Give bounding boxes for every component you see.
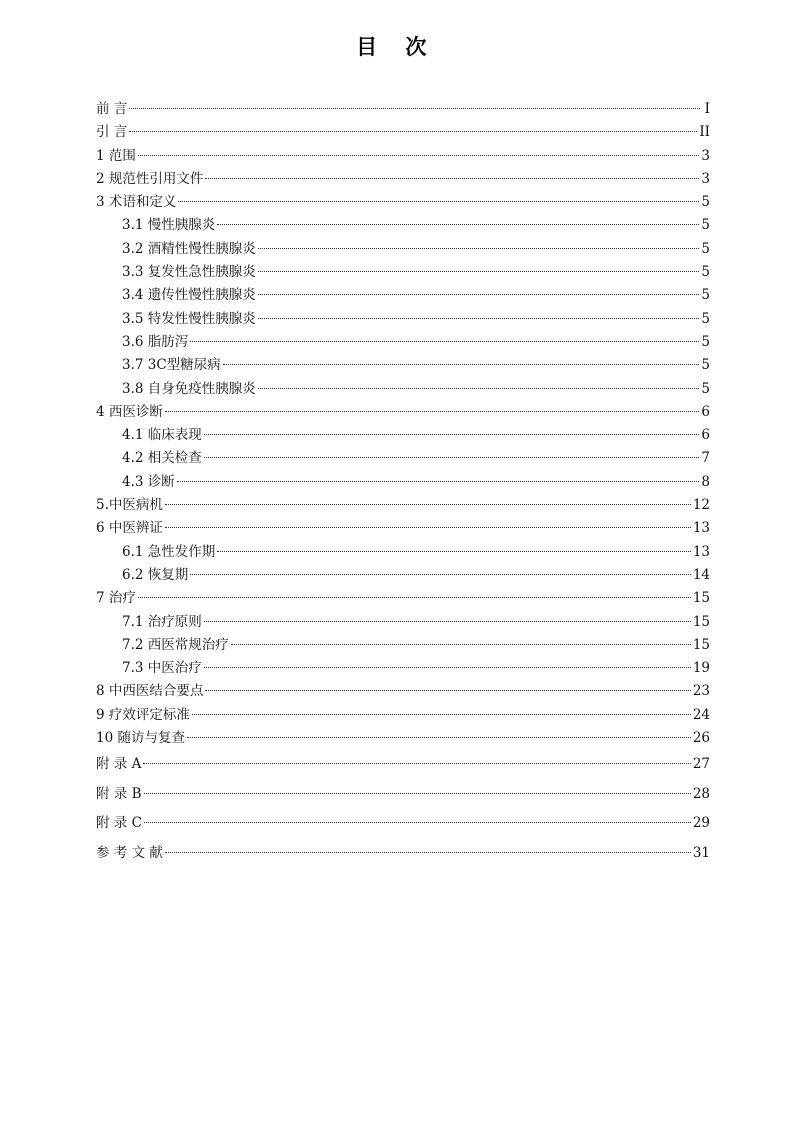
toc-entry-label: 3.3 复发性急性胰腺炎 [122,264,256,281]
toc-leader-dots [129,131,697,132]
toc-entry[interactable] [96,284,710,307]
toc-entry[interactable] [96,308,710,331]
toc-entry[interactable] [96,634,710,657]
toc-entry-label: 8 中西医结合要点 [96,683,204,700]
toc-entry-page: 5 [701,240,710,257]
table-of-contents [96,98,710,868]
toc-entry-label: 4 西医诊断 [96,403,163,420]
toc-entry-page: 26 [692,730,710,747]
toc-entry-label: 附 录 A [96,756,142,773]
toc-leader-dots [143,763,690,764]
toc-leader-dots [138,155,700,156]
toc-leader-dots [138,597,691,598]
toc-entry-label: 4.1 临床表现 [122,427,202,444]
toc-entry-label: 3.2 酒精性慢性胰腺炎 [122,240,256,257]
toc-entry-page: 3 [701,170,710,187]
toc-leader-dots [217,224,699,225]
toc-leader-dots [258,248,700,249]
toc-leader-dots [144,822,691,823]
toc-entry[interactable] [96,168,710,191]
toc-entry[interactable] [96,261,710,284]
toc-entry-page: 27 [692,756,710,773]
toc-leader-dots [144,793,691,794]
toc-entry[interactable] [96,727,710,750]
toc-entry-label: 5.中医病机 [96,497,163,514]
toc-entry-label: 6.1 急性发作期 [122,543,216,560]
toc-entry-page: II [699,124,710,141]
toc-entry-page: I [704,101,710,117]
toc-entry-page: 5 [701,357,710,374]
toc-entry-label: 7.2 西医常规治疗 [122,636,229,653]
toc-leader-dots [190,574,691,575]
toc-entry-page: 6 [701,403,710,420]
toc-entry-page: 15 [692,590,710,607]
toc-entry[interactable] [96,238,710,261]
toc-entry[interactable] [96,121,710,144]
toc-entry-label: 3 术语和定义 [96,194,177,211]
toc-entry[interactable] [96,145,710,168]
toc-entry-page: 5 [701,380,710,397]
toc-entry[interactable] [96,611,710,634]
toc-leader-dots [187,737,691,738]
toc-entry-page: 12 [692,497,710,514]
toc-leader-dots [204,457,700,458]
toc-leader-dots [231,644,691,645]
toc-entry-page: 15 [692,636,710,653]
toc-entry-page: 5 [701,333,710,350]
toc-entry-label: 4.3 诊断 [122,473,175,490]
toc-entry-label: 2 规范性引用文件 [96,170,204,187]
toc-entry[interactable] [96,839,710,869]
toc-leader-dots [204,434,700,435]
toc-entry[interactable] [96,750,710,780]
toc-leader-dots [190,341,699,342]
toc-entry-page: 13 [692,543,710,560]
toc-entry-page: 24 [692,706,710,723]
toc-entry-label: 6.2 恢复期 [122,566,189,583]
toc-leader-dots [258,271,700,272]
toc-entry[interactable] [96,680,710,703]
toc-entry[interactable] [96,494,710,517]
toc-entry[interactable] [96,704,710,727]
toc-entry[interactable] [96,424,710,447]
toc-leader-dots [204,621,691,622]
toc-entry-label: 4.2 相关检查 [122,450,202,467]
toc-leader-dots [165,527,691,528]
toc-entry-label: 7 治疗 [96,590,136,607]
toc-entry-label: 3.5 特发性慢性胰腺炎 [122,310,256,327]
toc-entry[interactable] [96,191,710,214]
toc-leader-dots [165,852,691,853]
toc-entry-page: 5 [701,264,710,281]
toc-entry[interactable] [96,401,710,424]
toc-entry-label: 3.6 脂肪泻 [122,333,189,350]
toc-entry-label: 1 范围 [96,147,136,164]
toc-entry[interactable] [96,657,710,680]
toc-leader-dots [129,108,700,109]
toc-entry[interactable] [96,541,710,564]
toc-entry-label: 引 言 [96,124,128,141]
toc-entry-label: 3.1 慢性胰腺炎 [122,217,216,234]
toc-entry-page: 7 [701,450,710,467]
toc-entry[interactable] [96,378,710,401]
toc-leader-dots [192,714,691,715]
toc-leader-dots [178,201,699,202]
toc-entry[interactable] [96,780,710,810]
toc-leader-dots [258,294,700,295]
toc-entry[interactable] [96,809,710,839]
toc-entry-page: 31 [692,844,710,861]
toc-entry-label: 7.1 治疗原则 [122,613,202,630]
toc-entry-label: 10 随访与复查 [96,730,185,747]
toc-entry-label: 3.4 遗传性慢性胰腺炎 [122,287,256,304]
toc-entry[interactable] [96,354,710,377]
toc-entry-label: 附 录 B [96,785,142,802]
toc-entry-page: 6 [701,427,710,444]
toc-leader-dots [258,318,700,319]
toc-entry-label: 前 言 [96,101,128,117]
toc-leader-dots [217,551,691,552]
toc-entry[interactable] [96,471,710,494]
toc-leader-dots [223,364,700,365]
toc-leader-dots [177,481,700,482]
toc-entry-label: 9 疗效评定标准 [96,706,190,723]
toc-leader-dots [165,504,691,505]
toc-leader-dots [205,690,690,691]
toc-entry-page: 14 [692,566,710,583]
toc-entry-label: 参 考 文 献 [96,844,163,861]
toc-entry-page: 5 [701,287,710,304]
toc-entry[interactable] [96,98,710,121]
toc-entry-page: 23 [692,683,710,700]
toc-entry[interactable] [96,517,710,540]
toc-entry[interactable] [96,331,710,354]
toc-entry-page: 5 [701,310,710,327]
toc-entry[interactable] [96,447,710,470]
toc-entry-page: 8 [701,473,710,490]
toc-entry-label: 附 录 C [96,815,142,832]
toc-leader-dots [204,667,691,668]
toc-entry-label: 3.7 3C型糖尿病 [122,357,221,374]
toc-entry-page: 15 [692,613,710,630]
toc-entry-label: 6 中医辨证 [96,520,163,537]
toc-leader-dots [258,388,700,389]
toc-entry-page: 3 [701,147,710,164]
toc-entry-label: 7.3 中医治疗 [122,660,202,677]
toc-entry-page: 5 [701,194,710,211]
toc-entry[interactable] [96,564,710,587]
toc-entry-page: 28 [692,785,710,802]
toc-title: 目 次 [356,35,437,59]
toc-entry-label: 3.8 自身免疫性胰腺炎 [122,380,256,397]
toc-entry[interactable] [96,587,710,610]
toc-entry-page: 5 [701,217,710,234]
toc-entry-page: 13 [692,520,710,537]
toc-entry[interactable] [96,214,710,237]
toc-leader-dots [205,178,699,179]
toc-entry-page: 19 [692,660,710,677]
toc-entry-page: 29 [692,815,710,832]
toc-leader-dots [165,411,700,412]
